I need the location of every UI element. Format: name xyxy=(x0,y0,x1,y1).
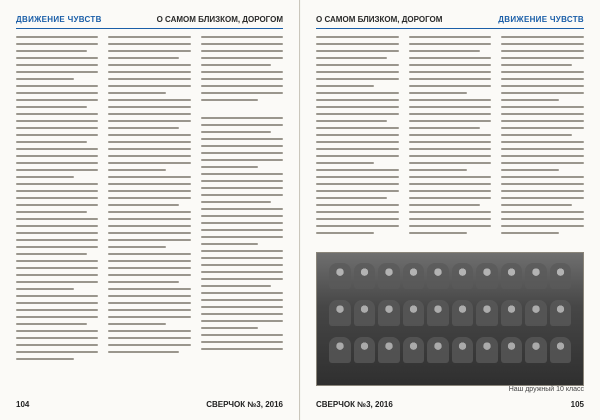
left-column-2 xyxy=(108,36,190,394)
right-column-1 xyxy=(316,36,399,246)
right-topic: О САМОМ БЛИЗКОМ, ДОРОГОМ xyxy=(316,14,443,24)
left-issue-text: СВЕРЧОК №3, 2016 xyxy=(206,399,283,409)
right-page-header xyxy=(316,10,584,28)
right-issue-text: СВЕРЧОК №3, 2016 xyxy=(316,399,393,409)
right-page-footer xyxy=(316,398,584,410)
class-photo-figures xyxy=(329,263,571,371)
left-page-footer xyxy=(16,398,283,410)
left-column-1 xyxy=(16,36,98,394)
left-header-rule xyxy=(16,28,283,29)
right-text-columns xyxy=(316,36,584,246)
right-column-3 xyxy=(501,36,584,246)
photo-caption: Наш дружный 10 класс xyxy=(508,386,584,393)
left-rubric: ДВИЖЕНИЕ ЧУВСТВ xyxy=(16,14,102,24)
left-page-header xyxy=(16,10,283,28)
left-column-3 xyxy=(201,36,283,394)
right-header-rule xyxy=(316,28,584,29)
right-page-number: 105 xyxy=(570,399,584,409)
left-page-number: 104 xyxy=(16,399,30,409)
right-column-2 xyxy=(409,36,492,246)
right-page xyxy=(300,0,600,420)
left-text-columns xyxy=(16,36,283,394)
right-rubric: ДВИЖЕНИЕ ЧУВСТВ xyxy=(498,14,584,24)
class-photo xyxy=(316,252,584,386)
left-topic: О САМОМ БЛИЗКОМ, ДОРОГОМ xyxy=(156,14,283,24)
